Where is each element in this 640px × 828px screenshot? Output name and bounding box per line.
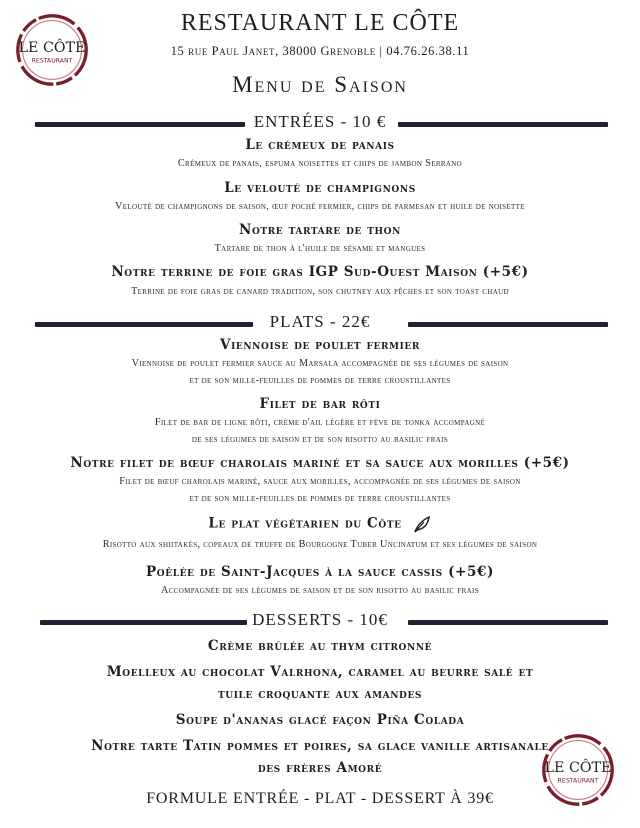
- dish-name: Filet de bar rôti: [259, 396, 381, 412]
- dessert-item: Moelleux au chocolat Valrhona, caramel au beurre salé et: [106, 664, 534, 680]
- dessert-item-line2: des frères Amoré: [257, 760, 383, 776]
- dish-desc: Accompagnée de ses légumes de saison et de son risotto au basilic frais: [161, 585, 479, 596]
- menu-title: Menu de Saison: [232, 72, 408, 97]
- dessert-item-line2: tuile croquante aux amandes: [217, 686, 423, 702]
- dish-desc: Filet de bœuf charolais mariné, sauce aux morilles, accompagnée de ses légumes de saison: [119, 476, 521, 487]
- dish-desc: Tartare de thon à l'huile de sésame et mangues: [214, 243, 426, 254]
- restaurant-name: RESTAURANT LE CÔTE: [180, 10, 460, 36]
- dish-desc: Filet de bar de ligne rôti, crème d'ail légère et fève de tonka accompagné: [154, 417, 486, 428]
- dish-name: Le crémeux de panais: [245, 137, 395, 153]
- logo-text-main: LE CÔTE: [544, 759, 612, 776]
- dish-desc: et de son mille-feuilles de pommes de terre croustillantes: [189, 375, 451, 386]
- section-title-plats: PLATS - 22€: [269, 312, 371, 331]
- logo-text-sub: RESTAURANT: [31, 57, 73, 65]
- dish-name: Poêlée de Saint-Jacques à la sauce cassis (+5€): [146, 564, 494, 580]
- section-title-entrees: ENTRÉES - 10 €: [253, 112, 387, 131]
- dish-desc: Velouté de champignons de saison, œuf poché fermier, chips de parmesan et huile de noisette: [115, 201, 525, 212]
- logo-text-sub: RESTAURANT: [557, 777, 599, 785]
- section-title-desserts: DESSERTS - 10€: [252, 610, 388, 629]
- dessert-item: Soupe d'ananas glacé façon Piña Colada: [175, 712, 465, 728]
- formule-offer: FORMULE ENTRÉE - PLAT - DESSERT À 39€: [146, 790, 494, 807]
- leaf-icon: [412, 514, 432, 534]
- dish-name: Notre terrine de foie gras IGP Sud-Ouest Maison (+5€): [111, 264, 529, 280]
- address-line: 15 rue Paul Janet, 38000 Grenoble | 04.76.26.38.11: [170, 44, 470, 58]
- dish-name: Notre tartare de thon: [239, 222, 401, 238]
- dessert-item: Notre tarte Tatin pommes et poires, sa glace vanille artisanale: [91, 738, 549, 754]
- dish-desc: Viennoise de poulet fermier sauce au Marsala accompagnée de ses légumes de saison: [131, 358, 509, 369]
- section-header-desserts: [0, 610, 640, 634]
- dish-desc: de ses légumes de saison et de son risotto au basilic frais: [191, 434, 449, 445]
- dessert-item: Crème brûlée au thym citronné: [207, 638, 433, 654]
- dish-name: Viennoise de poulet fermier: [220, 337, 420, 353]
- logo-text-main: LE CÔTE: [18, 39, 86, 56]
- dish-desc: Crémeux de panais, espuma noisettes et chips de jambon Serrano: [177, 158, 463, 169]
- dish-name: Le velouté de champignons: [224, 180, 416, 196]
- dish-desc: Risotto aux shiitakés, copeaux de truffe de Bourgogne Tuber Uncinatum et ses légumes de saison: [102, 539, 538, 550]
- section-header-plats: [0, 312, 640, 336]
- dish-desc: Terrine de foie gras de canard tradition, son chutney aux pêches et son toast chaud: [131, 286, 509, 297]
- dish-name: Notre filet de bœuf charolais mariné et sa sauce aux morilles (+5€): [70, 455, 570, 471]
- dish-vegetarian: [0, 514, 640, 534]
- dish-name: Le plat végétarien du Côte: [208, 515, 402, 532]
- section-header-entrees: [0, 112, 640, 136]
- dish-desc: et de son mille-feuilles de pommes de terre croustillantes: [189, 493, 451, 504]
